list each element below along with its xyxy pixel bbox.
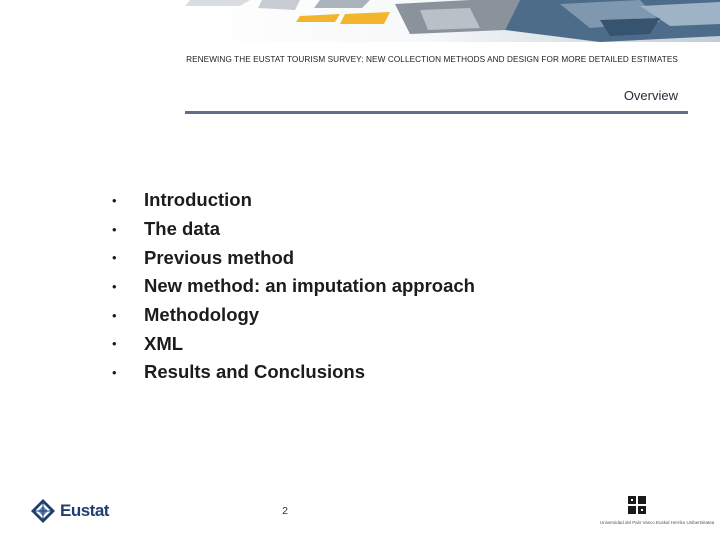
list-item (112, 186, 475, 215)
bullet-icon: • (112, 336, 117, 352)
agenda-item-label: Results and Conclusions (144, 361, 366, 383)
list-item (112, 215, 475, 244)
agenda-item-label: Previous method (144, 246, 295, 268)
page-number: 2 (282, 505, 288, 517)
agenda-item-label: The data (144, 218, 221, 240)
list-item (112, 358, 475, 387)
bullet-icon: • (112, 192, 117, 208)
bullet-icon: • (112, 250, 117, 266)
presentation-subtitle: RENEWING THE EUSTAT TOURISM SURVEY: NEW COLLECTION METHODS AND DESIGN FOR MORE DETAILED ESTIMATES (186, 55, 678, 64)
university-name: Universidad del País Vasco Euskal Herriko Unibertsitatea (600, 520, 715, 525)
bullet-icon: • (112, 221, 117, 237)
header-banner (0, 0, 720, 42)
university-logo (598, 493, 680, 531)
university-emblem-icon (598, 493, 680, 519)
eustat-logo-text: Eustat (60, 501, 109, 520)
eustat-logo (30, 498, 109, 524)
agenda-item-label: XML (144, 332, 184, 354)
list-item (112, 272, 475, 301)
agenda-item-label: Methodology (144, 304, 260, 326)
banner-graphic (0, 0, 720, 42)
eustat-logo-icon (30, 498, 56, 524)
list-item (112, 329, 475, 358)
list-item (112, 301, 475, 330)
agenda-list (112, 186, 475, 387)
bullet-icon: • (112, 307, 117, 323)
agenda-item-label: Introduction (144, 189, 252, 211)
list-item (112, 243, 475, 272)
bullet-icon: • (112, 278, 117, 294)
section-title: Overview (623, 88, 678, 103)
header-divider (185, 111, 688, 114)
agenda-item-label: New method: an imputation approach (144, 275, 475, 297)
bullet-icon: • (112, 364, 117, 380)
